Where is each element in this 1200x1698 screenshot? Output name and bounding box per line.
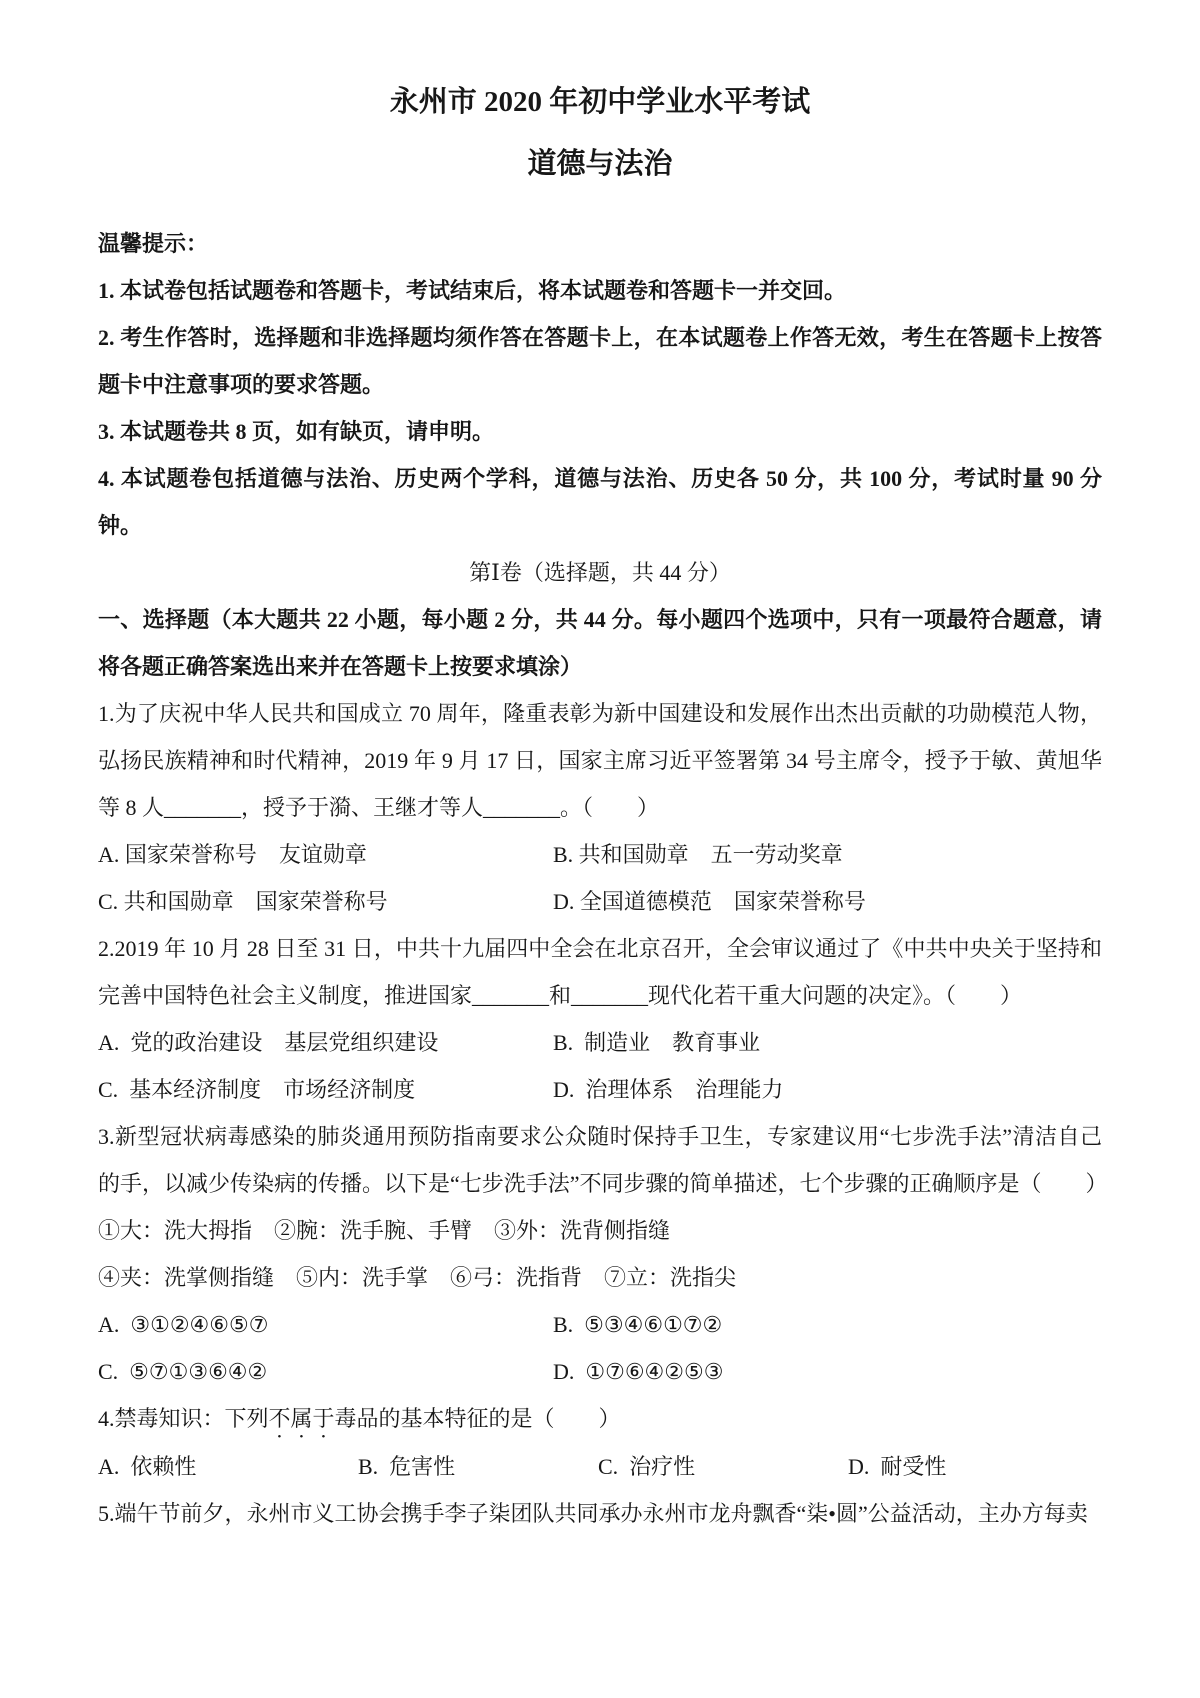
tips-header: 温馨提示：	[98, 231, 209, 256]
question-1-option-b: B. 共和国勋章 五一劳动奖章	[553, 842, 843, 867]
question-2-option-a: A. 党的政治建设 基层党组织建设	[98, 1030, 439, 1055]
question-3-stem: 3.新型冠状病毒感染的肺炎通用预防指南要求公众随时保持手卫生，专家建议用“七步洗手法”清洁自己的手，以减少传染病的传播。以下是“七步洗手法”不同步骤的简单描述，七个步骤的正确顺序是（ ）	[98, 1124, 1108, 1196]
question-3-option-d: D. ①⑦⑥④②⑤③	[553, 1359, 724, 1384]
question-3-options-row-2	[98, 1348, 1102, 1395]
question-3-steps-line-2: ④夹：洗掌侧指缝 ⑤内：洗手掌 ⑥弓：洗指背 ⑦立：洗指尖	[98, 1265, 737, 1290]
question-4-option-d: D. 耐受性	[848, 1454, 947, 1479]
question-2-options-row-1	[98, 1019, 1102, 1066]
question-3-options-row-1	[98, 1301, 1102, 1348]
question-4-options-row	[98, 1443, 1102, 1490]
question-2-option-b: B. 制造业 教育事业	[553, 1030, 761, 1055]
question-2-option-d: D. 治理体系 治理能力	[553, 1077, 784, 1102]
question-3-option-b: B. ⑤③④⑥①⑦②	[553, 1312, 723, 1337]
question-1-stem: 1.为了庆祝中华人民共和国成立 70 周年，隆重表彰为新中国建设和发展作出杰出贡献的功勋模范人物，弘扬民族精神和时代精神，2019 年 9 月 17 日，国家主席习近平签署第 34 号主席令，授予于敏、黄旭华等 8 人_______，授予于漪、王继才等人_______。（ ）	[98, 701, 1102, 820]
question-2-stem: 2.2019 年 10 月 28 日至 31 日，中共十九届四中全会在北京召开，全会审议通过了《中共中央关于坚持和完善中国特色社会主义制度，推进国家_______和_______现代化若干重大问题的决定》。（ ）	[98, 936, 1102, 1008]
question-1-options-row-2	[98, 878, 1102, 925]
question-1-options-row-1	[98, 831, 1102, 878]
question-3-option-c: C. ⑤⑦①③⑥④②	[98, 1359, 268, 1384]
part-1-header: 一、选择题（本大题共 22 小题，每小题 2 分，共 44 分。每小题四个选项中，只有一项最符合题意，请将各题正确答案选出来并在答题卡上按要求填涂）	[98, 607, 1102, 679]
exam-title: 永州市 2020 年初中学业水平考试	[389, 86, 811, 118]
question-3-option-a: A. ③①②④⑥⑤⑦	[98, 1312, 269, 1337]
note-2: 2. 考生作答时，选择题和非选择题均须作答在答题卡上，在本试题卷上作答无效，考生在答题卡上按答题卡中注意事项的要求答题。	[98, 325, 1102, 397]
question-4-option-a: A. 依赖性	[98, 1454, 197, 1479]
note-1: 1. 本试卷包括试题卷和答题卡，考试结束后，将本试题卷和答题卡一并交回。	[98, 278, 847, 303]
question-1-option-a: A. 国家荣誉称号 友谊勋章	[98, 842, 367, 867]
question-1-option-d: D. 全国道德模范 国家荣誉称号	[553, 889, 866, 914]
question-5-stem: 5.端午节前夕，永州市义工协会携手李子柒团队共同承办永州市龙舟飘香“柒•圆”公益活动，主办方每卖	[98, 1501, 1088, 1526]
question-4-stem	[98, 1395, 1102, 1443]
question-2-option-c: C. 基本经济制度 市场经济制度	[98, 1077, 416, 1102]
section-1-header: 第Ⅰ卷（选择题，共 44 分）	[469, 560, 731, 585]
exam-subject-title: 道德与法治	[527, 148, 673, 180]
question-4-option-b: B. 危害性	[358, 1454, 456, 1479]
question-4-stem-pre: 4.禁毒知识：下列	[98, 1406, 269, 1431]
question-4-option-c: C. 治疗性	[598, 1454, 696, 1479]
note-3: 3. 本试题卷共 8 页，如有缺页，请申明。	[98, 419, 495, 444]
note-4: 4. 本试题卷包括道德与法治、历史两个学科，道德与法治、历史各 50 分，共 100 分，考试时量 90 分钟。	[98, 466, 1102, 538]
question-2-options-row-2	[98, 1066, 1102, 1113]
question-3-steps-line-1: ①大：洗大拇指 ②腕：洗手腕、手臂 ③外：洗背侧指缝	[98, 1218, 671, 1243]
question-1-option-c: C. 共和国勋章 国家荣誉称号	[98, 889, 388, 914]
question-4-stem-post: 毒品的基本特征的是（ ）	[334, 1406, 621, 1431]
question-4-stem-emphasized: 不属于	[268, 1406, 335, 1431]
